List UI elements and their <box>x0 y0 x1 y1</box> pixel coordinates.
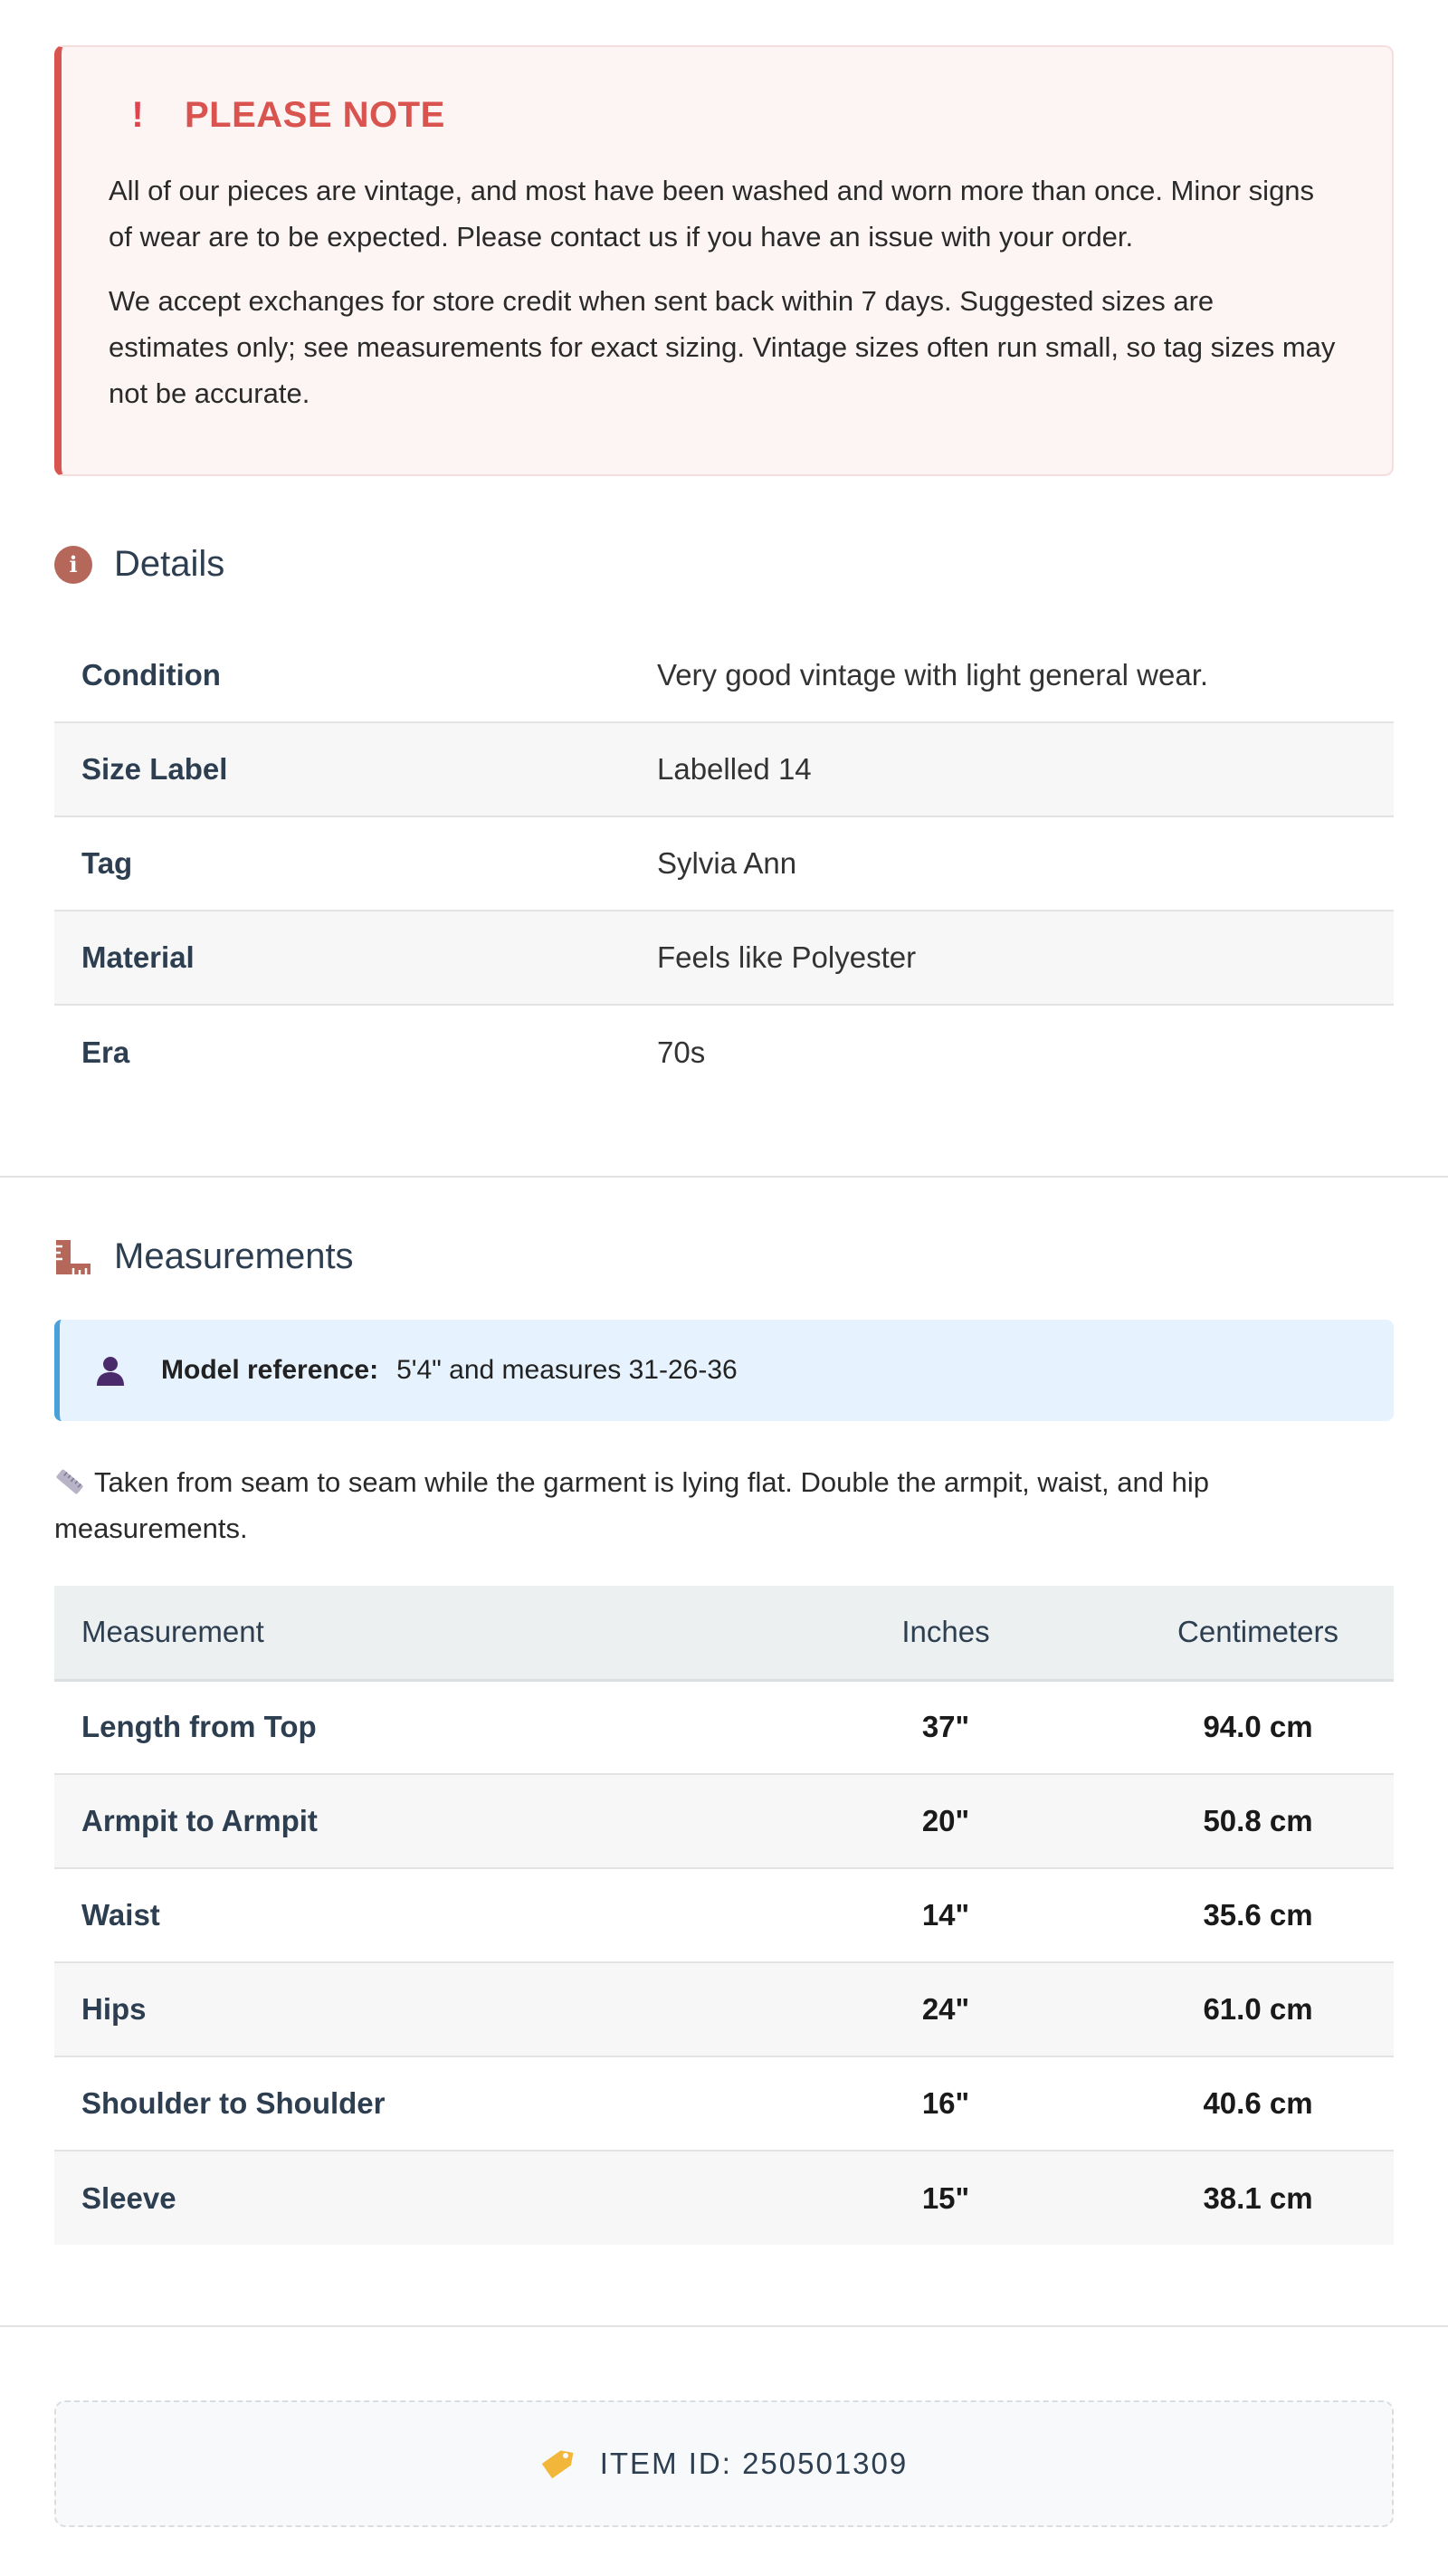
measurement-cm: 35.6 cm <box>1122 1868 1394 1962</box>
table-row <box>54 1868 1394 1962</box>
table-row <box>54 1962 1394 2056</box>
table-row <box>54 2056 1394 2151</box>
measurements-table <box>54 1586 1394 2245</box>
person-icon <box>94 1354 127 1387</box>
table-row <box>54 2151 1394 2245</box>
column-header-centimeters: Centimeters <box>1122 1586 1394 1680</box>
section-divider <box>0 1176 1448 1178</box>
measurements-title: Measurements <box>114 1236 354 1276</box>
detail-label: Tag <box>54 816 657 911</box>
measurement-name: Waist <box>54 1868 769 1962</box>
measurement-inches: 16" <box>769 2056 1122 2151</box>
notice-header <box>109 94 1347 135</box>
detail-value: 70s <box>657 1035 706 1069</box>
section-divider <box>0 2325 1448 2327</box>
details-row-condition <box>54 628 1394 722</box>
detail-value: Feels like Polyester <box>657 911 1394 1005</box>
detail-value: Sylvia Ann <box>657 816 1394 911</box>
detail-label: Era <box>81 1035 130 1069</box>
measurement-cm: 61.0 cm <box>1122 1962 1394 2056</box>
measurement-cm: 38.1 cm <box>1122 2151 1394 2245</box>
info-icon: i <box>54 546 92 584</box>
details-row-material <box>54 911 1394 1005</box>
notice-title: PLEASE NOTE <box>185 94 445 135</box>
model-reference-label: Model reference: <box>161 1355 379 1385</box>
detail-label: Material <box>54 911 657 1005</box>
measurement-name: Armpit to Armpit <box>54 1774 769 1868</box>
details-title: Details <box>114 544 225 584</box>
notice-paragraph-exchanges: We accept exchanges for store credit when sent back within 7 days. Suggested sizes are estimates only; see measurements for exact sizing. Vintage sizes often run small, so tag sizes may not be accurate. <box>109 285 1336 409</box>
item-id-label: ITEM ID: 250501309 <box>599 2447 909 2480</box>
measurement-inches: 14" <box>769 1868 1122 1962</box>
notice-paragraph-wear: All of our pieces are vintage, and most have been washed and worn more than once. Minor signs of wear are to be expected. Please contact us if you have an issue with your order. <box>109 175 1315 253</box>
table-row <box>54 1774 1394 1868</box>
details-row-tag <box>54 816 1394 911</box>
model-reference-callout <box>54 1320 1394 1421</box>
model-reference-value: 5'4" and measures 31-26-36 <box>396 1355 738 1385</box>
column-header-measurement: Measurement <box>54 1586 769 1680</box>
column-header-inches: Inches <box>769 1586 1122 1680</box>
ruler-pencil-icon <box>54 1466 85 1497</box>
measurements-header-row <box>54 1586 1394 1680</box>
measurement-inches: 37" <box>769 1680 1122 1774</box>
measurement-name: Length from Top <box>54 1680 769 1774</box>
measurement-inches: 20" <box>769 1774 1122 1868</box>
measurement-cm: 94.0 cm <box>1122 1680 1394 1774</box>
measurement-note-text: Taken from seam to seam while the garment is lying flat. Double the armpit, waist, and hip measurements. <box>54 1466 1209 1544</box>
item-id-box <box>54 2400 1394 2527</box>
details-row-era <box>54 1005 1394 1099</box>
detail-label: Size Label <box>54 722 657 816</box>
measurement-note <box>54 1459 1358 1551</box>
measurement-inches: 24" <box>769 1962 1122 2056</box>
details-header <box>54 544 224 585</box>
measurement-name: Hips <box>54 1962 769 2056</box>
details-table <box>54 628 1394 1099</box>
measurement-inches: 15" <box>769 2151 1122 2245</box>
measurement-name: Sleeve <box>54 2151 769 2245</box>
ruler-icon <box>54 1238 92 1276</box>
measurements-header <box>54 1236 354 1277</box>
measurement-cm: 50.8 cm <box>1122 1774 1394 1868</box>
measurement-name: Shoulder to Shoulder <box>54 2056 769 2151</box>
measurement-cm: 40.6 cm <box>1122 2056 1394 2151</box>
detail-label: Condition <box>54 628 657 722</box>
please-note-notice <box>54 45 1394 476</box>
tag-icon <box>540 2447 575 2481</box>
table-row <box>54 1680 1394 1774</box>
exclamation-icon: ! <box>131 95 144 135</box>
detail-value: Very good vintage with light general wear. <box>657 628 1394 722</box>
detail-value: Labelled 14 <box>657 722 1394 816</box>
details-row-size-label <box>54 722 1394 816</box>
